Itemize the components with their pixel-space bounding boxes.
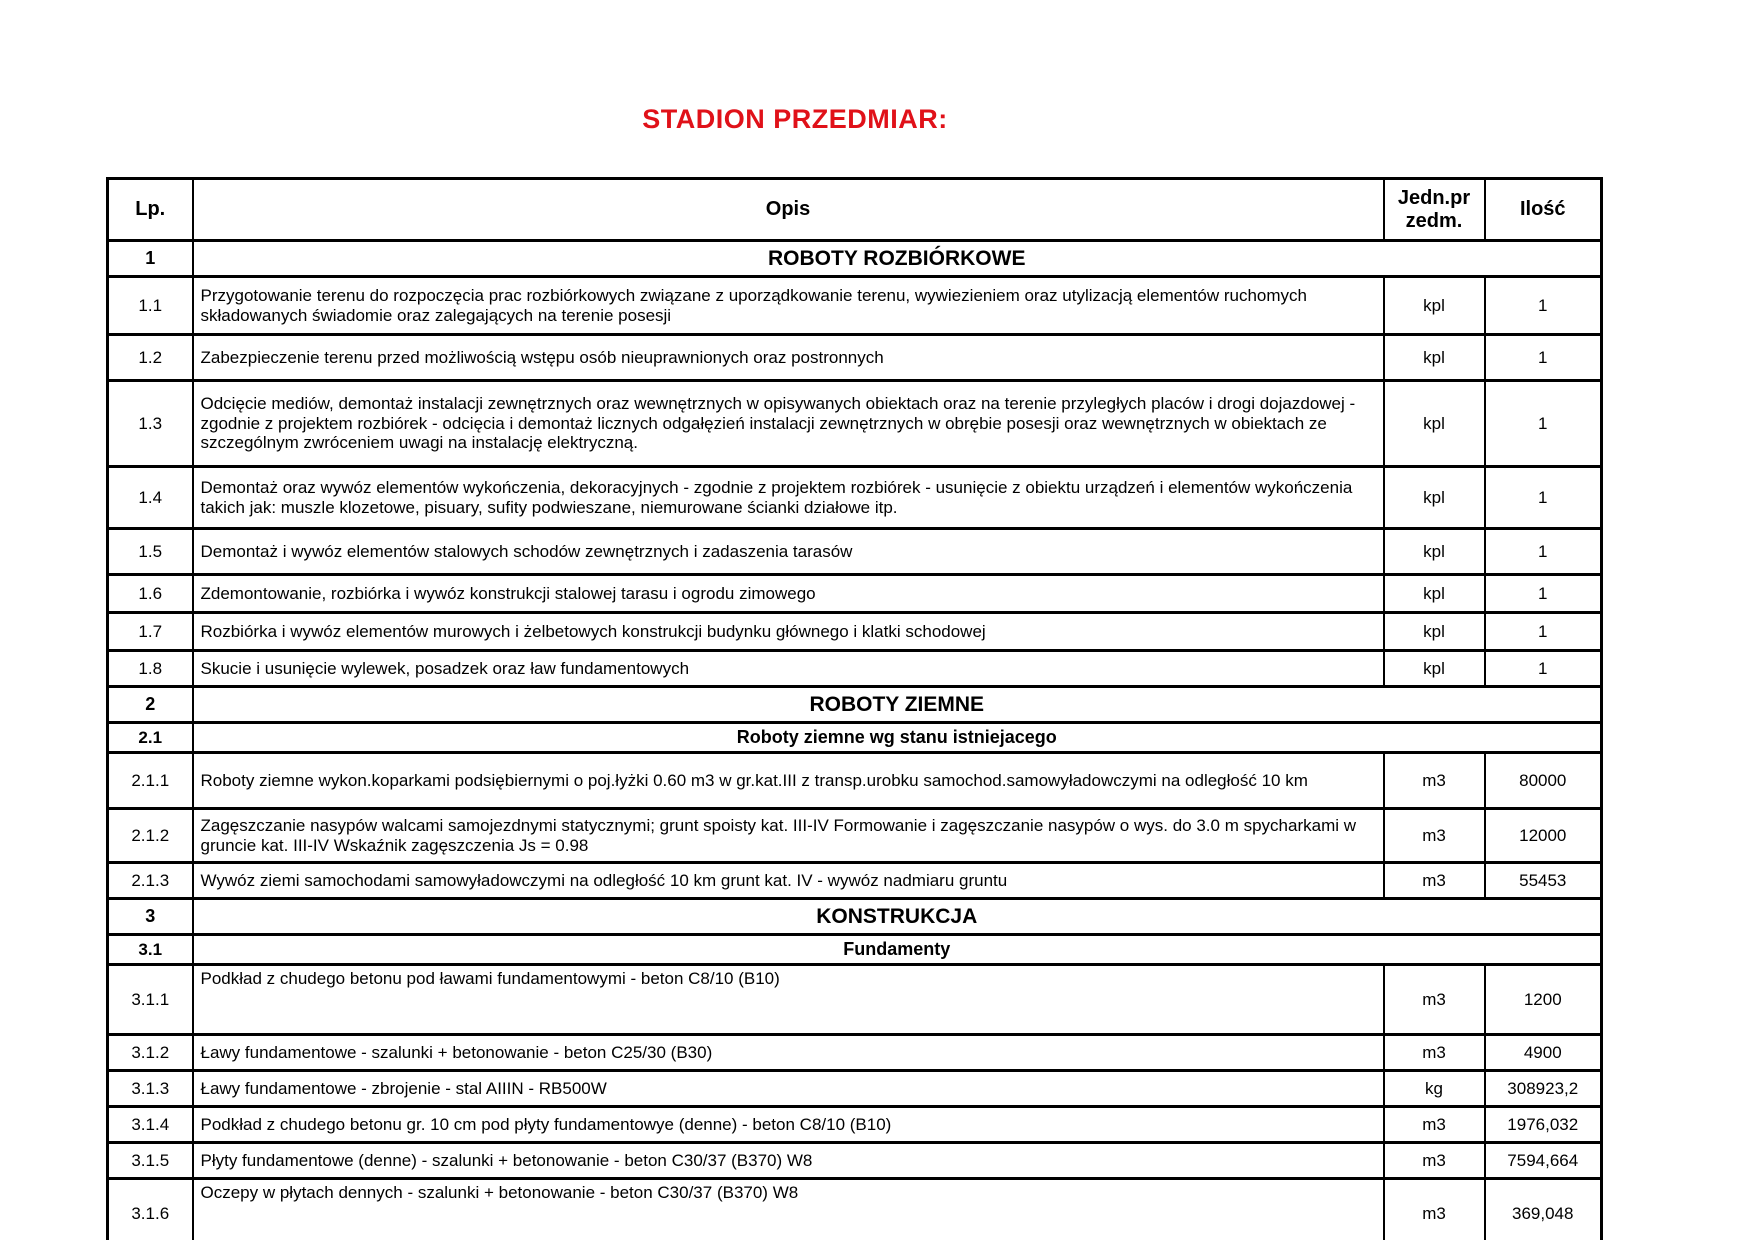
title-container xyxy=(0,0,1590,135)
row-number-cell: 3.1.3 xyxy=(108,1071,193,1107)
unit-cell: m3 xyxy=(1384,1143,1485,1179)
table-row xyxy=(108,1035,1602,1071)
unit-cell: kpl xyxy=(1384,651,1485,687)
description-cell: Zabezpieczenie terenu przed możliwością wstępu osób nieuprawnionych oraz postronnych xyxy=(193,335,1384,381)
row-number-cell: 1.8 xyxy=(108,651,193,687)
description-cell: Zdemontowanie, rozbiórka i wywóz konstrukcji stalowej tarasu i ogrodu zimowego xyxy=(193,575,1384,613)
row-number-cell: 3.1.6 xyxy=(108,1179,193,1240)
row-number-cell: 3 xyxy=(108,899,193,935)
quantity-cell: 1200 xyxy=(1485,965,1602,1035)
table-row xyxy=(108,335,1602,381)
quantity-cell: 308923,2 xyxy=(1485,1071,1602,1107)
table-row xyxy=(108,1179,1602,1240)
row-number-cell: 3.1.2 xyxy=(108,1035,193,1071)
quantity-cell: 4900 xyxy=(1485,1035,1602,1071)
table-header xyxy=(108,179,1602,241)
quantity-cell: 1 xyxy=(1485,335,1602,381)
table-row xyxy=(108,651,1602,687)
unit-cell: kpl xyxy=(1384,467,1485,529)
header-unit xyxy=(1384,179,1485,241)
section-title-cell: Roboty ziemne wg stanu istniejacego xyxy=(193,723,1602,753)
quantity-cell: 1 xyxy=(1485,381,1602,467)
unit-cell: m3 xyxy=(1384,863,1485,899)
description-cell: Oczepy w płytach dennych - szalunki + betonowanie - beton C30/37 (B370) W8 xyxy=(193,1179,1384,1240)
unit-cell: kpl xyxy=(1384,381,1485,467)
row-number-cell: 1.5 xyxy=(108,529,193,575)
estimate-table xyxy=(106,177,1603,1240)
row-number-cell: 2.1.1 xyxy=(108,753,193,809)
quantity-cell: 1 xyxy=(1485,467,1602,529)
section-row xyxy=(108,899,1602,935)
table-body xyxy=(108,241,1602,1240)
quantity-cell: 7594,664 xyxy=(1485,1143,1602,1179)
section-title-cell: ROBOTY ROZBIÓRKOWE xyxy=(193,241,1602,277)
description-cell: Roboty ziemne wykon.koparkami podsiębiernymi o poj.łyżki 0.60 m3 w gr.kat.III z transp.urobku samochod.samowyładowczymi na odległość 10 km xyxy=(193,753,1384,809)
table-row xyxy=(108,613,1602,651)
header-opis: Opis xyxy=(193,179,1384,241)
row-number-cell: 2.1.3 xyxy=(108,863,193,899)
quantity-cell: 80000 xyxy=(1485,753,1602,809)
row-number-cell: 3.1.4 xyxy=(108,1107,193,1143)
table-row xyxy=(108,1107,1602,1143)
description-cell: Przygotowanie terenu do rozpoczęcia prac rozbiórkowych związane z uporządkowanie terenu, wywiezieniem oraz utylizacją elementów ruchomych składowanych świadomie oraz zalegających na terenie posesji xyxy=(193,277,1384,335)
table-row xyxy=(108,809,1602,863)
unit-cell: m3 xyxy=(1384,753,1485,809)
description-cell: Demontaż oraz wywóz elementów wykończenia, dekoracyjnych - zgodnie z projektem rozbiórek - usunięcie z obiektu urządzeń i elementów wykończenia takich jak: muszle klozetowe, pisuary, sufity podwieszane, niemurowane ścianki działowe itp. xyxy=(193,467,1384,529)
table-row xyxy=(108,1071,1602,1107)
section-row xyxy=(108,687,1602,723)
row-number-cell: 1.2 xyxy=(108,335,193,381)
description-cell: Demontaż i wywóz elementów stalowych schodów zewnętrznych i zadaszenia tarasów xyxy=(193,529,1384,575)
description-cell: Podkład z chudego betonu gr. 10 cm pod płyty fundamentowye (denne) - beton C8/10 (B10) xyxy=(193,1107,1384,1143)
section-row xyxy=(108,241,1602,277)
section-title-cell: KONSTRUKCJA xyxy=(193,899,1602,935)
section-title-cell: Fundamenty xyxy=(193,935,1602,965)
description-cell: Podkład z chudego betonu pod ławami fundamentowymi - beton C8/10 (B10) xyxy=(193,965,1384,1035)
header-quantity: Ilość xyxy=(1485,179,1602,241)
table-row xyxy=(108,529,1602,575)
row-number-cell: 1.6 xyxy=(108,575,193,613)
quantity-cell: 1 xyxy=(1485,575,1602,613)
unit-cell: kpl xyxy=(1384,613,1485,651)
row-number-cell: 2.1.2 xyxy=(108,809,193,863)
unit-cell: m3 xyxy=(1384,1179,1485,1240)
unit-cell: kpl xyxy=(1384,529,1485,575)
description-cell: Odcięcie mediów, demontaż instalacji zewnętrznych oraz wewnętrznych w opisywanych obiektach oraz na terenie przyległych placów i drogi dojazdowej - zgodnie z projektem rozbiórek - odcięcia i demontaż licznych odgałęzień instalacji zewnętrznych w obrębie posesji oraz wewnętrznych w obiektach ze szczególnym zwróceniem uwagi na instalację elektryczną. xyxy=(193,381,1384,467)
header-row xyxy=(108,179,1602,241)
row-number-cell: 1.4 xyxy=(108,467,193,529)
table-row xyxy=(108,467,1602,529)
unit-cell: m3 xyxy=(1384,1035,1485,1071)
section-title-cell: ROBOTY ZIEMNE xyxy=(193,687,1602,723)
section-row xyxy=(108,723,1602,753)
quantity-cell: 1 xyxy=(1485,277,1602,335)
description-cell: Ławy fundamentowe - zbrojenie - stal AIIIN - RB500W xyxy=(193,1071,1384,1107)
table-row xyxy=(108,965,1602,1035)
description-cell: Skucie i usunięcie wylewek, posadzek oraz ław fundamentowych xyxy=(193,651,1384,687)
row-number-cell: 1.7 xyxy=(108,613,193,651)
row-number-cell: 3.1.5 xyxy=(108,1143,193,1179)
quantity-cell: 1976,032 xyxy=(1485,1107,1602,1143)
header-lp: Lp. xyxy=(108,179,193,241)
row-number-cell: 1.3 xyxy=(108,381,193,467)
unit-cell: m3 xyxy=(1384,965,1485,1035)
description-cell: Zagęszczanie nasypów walcami samojezdnymi statycznymi; grunt spoisty kat. III-IV Formowanie i zagęszczanie nasypów o wys. do 3.0 m spycharkami w gruncie kat. III-IV Wskaźnik zagęszczenia Js = 0.98 xyxy=(193,809,1384,863)
table-row xyxy=(108,381,1602,467)
row-number-cell: 1 xyxy=(108,241,193,277)
table-row xyxy=(108,863,1602,899)
quantity-cell: 1 xyxy=(1485,613,1602,651)
quantity-cell: 1 xyxy=(1485,651,1602,687)
quantity-cell: 12000 xyxy=(1485,809,1602,863)
row-number-cell: 2.1 xyxy=(108,723,193,753)
table-row xyxy=(108,753,1602,809)
unit-cell: kg xyxy=(1384,1071,1485,1107)
row-number-cell: 2 xyxy=(108,687,193,723)
header-unit-line2: zedm. xyxy=(1405,209,1463,232)
section-row xyxy=(108,935,1602,965)
document-title: STADION PRZEDMIAR: xyxy=(642,104,948,134)
description-cell: Płyty fundamentowe (denne) - szalunki + betonowanie - beton C30/37 (B370) W8 xyxy=(193,1143,1384,1179)
unit-cell: m3 xyxy=(1384,809,1485,863)
unit-cell: m3 xyxy=(1384,1107,1485,1143)
unit-cell: kpl xyxy=(1384,575,1485,613)
row-number-cell: 1.1 xyxy=(108,277,193,335)
quantity-cell: 55453 xyxy=(1485,863,1602,899)
description-cell: Rozbiórka i wywóz elementów murowych i żelbetowych konstrukcji budynku głównego i klatki schodowej xyxy=(193,613,1384,651)
row-number-cell: 3.1 xyxy=(108,935,193,965)
description-cell: Wywóz ziemi samochodami samowyładowczymi na odległość 10 km grunt kat. IV - wywóz nadmiaru gruntu xyxy=(193,863,1384,899)
description-cell: Ławy fundamentowe - szalunki + betonowanie - beton C25/30 (B30) xyxy=(193,1035,1384,1071)
table-row xyxy=(108,575,1602,613)
quantity-cell: 1 xyxy=(1485,529,1602,575)
table-row xyxy=(108,277,1602,335)
table-row xyxy=(108,1143,1602,1179)
row-number-cell: 3.1.1 xyxy=(108,965,193,1035)
unit-cell: kpl xyxy=(1384,335,1485,381)
header-unit-line1: Jedn.pr xyxy=(1397,186,1471,209)
quantity-cell: 369,048 xyxy=(1485,1179,1602,1240)
unit-cell: kpl xyxy=(1384,277,1485,335)
